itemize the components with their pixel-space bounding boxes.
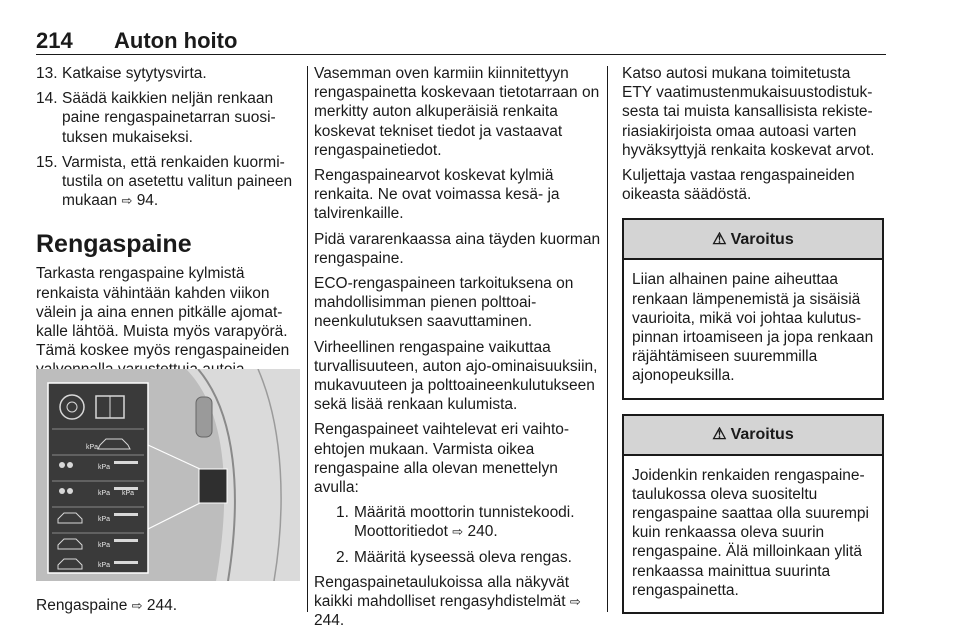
list-item: 13. Katkaise sytytysvirta. (36, 65, 207, 82)
kpa-label: kPa (86, 444, 99, 451)
page-reference[interactable]: 240. (467, 523, 498, 541)
paragraph: ECO-rengaspaineen tarkoituksena on mahdollisimman pienen polttoaineenkulutuksen saavuttaminen. (314, 275, 574, 331)
arrow-reference-icon: ⇨ (452, 524, 464, 540)
section-title: Auton hoito (114, 28, 238, 53)
page-header (36, 24, 886, 54)
page-reference[interactable]: 94. (136, 192, 159, 210)
paragraph: Vasemman oven karmiin kiinnitettyyn rengaspainetta koskevaan tietotarraan on merkitty auton alkuperäisiä renkaita koskevat tekniset tiedot ja vastaavat rengaspainetiedot. (314, 65, 600, 159)
page-reference[interactable]: 244. (146, 597, 178, 614)
column-divider-1 (307, 66, 308, 612)
paragraph: Tarkasta rengaspaine kylmistä renkaista vähintään kahden viikon välein ja aina ennen pitkälle ajomatkalle lähtöä. Muista myös varapyörä. Tämä koskee myös rengaspaineiden (36, 265, 290, 360)
paragraph: Rengaspainetaulukoissa alla näkyvät kaikki mahdolliset rengasyhdistelmät ⇨ 244. (314, 573, 581, 630)
tire-pressure-label-figure (36, 369, 300, 581)
warning-header: ⚠ Varoitus (624, 416, 882, 456)
kpa-label: kPa (122, 490, 135, 497)
warning-header: ⚠ Varoitus (624, 220, 882, 260)
section-heading: Rengaspaine (36, 230, 192, 259)
warning-triangle-icon: ⚠ (712, 426, 727, 444)
column-3 (622, 64, 884, 614)
arrow-reference-icon: ⇨ (131, 598, 143, 613)
paragraph: Rengaspaineet vaihtelevat eri vaihtoehtojen mukaan. Varmista oikea rengaspaine alla olevan menettelyn avulla: (314, 421, 570, 497)
kpa-label: kPa (98, 542, 111, 549)
warning-box (622, 414, 884, 614)
list-item: 15. Varmista, että renkaiden kuormitustila on asetettu valitun paineen mukaan ⇨ 94. (36, 153, 293, 210)
paragraph: Virheellinen rengaspaine vaikuttaa turvallisuuteen, auton ajo-ominaisuuksiin, mukavuuteen ja polttoaineenkulutukseen sekä lisää renkaan kulumista. (314, 338, 598, 414)
column-divider-2 (607, 66, 608, 612)
column-1 (36, 64, 302, 386)
list-item: 1. Määritä moottorin tunnistekoodi. Moottoritiedot ⇨ 240. (336, 504, 575, 541)
warning-triangle-icon: ⚠ (712, 230, 727, 248)
list-item: 14. Säädä kaikkien neljän renkaan paine rengaspainetarran suosituksen mukaiseksi. (36, 90, 276, 146)
kpa-label: kPa (98, 516, 111, 523)
figure-caption: Rengaspaine ⇨ 244. (36, 597, 178, 614)
paragraph: Kuljettaja vastaa rengaspaineiden oikeasta säädöstä. (622, 167, 855, 204)
kpa-label: kPa (98, 490, 111, 497)
header-divider (36, 54, 886, 55)
page-reference[interactable]: 244. (314, 612, 345, 630)
paragraph: Rengaspainearvot koskevat kylmiä renkaita. Ne ovat voimassa kesä- ja talvirenkaille. (314, 167, 560, 223)
kpa-label: kPa (98, 464, 111, 471)
warning-text: Liian alhainen paine aiheuttaa renkaan lämpenemistä ja sisäisiä vaurioita, mikä voi johtaa kulutuspinnan irtoamiseen ja jopa renkaan räjähtämiseen suuremmilla ajonopeuksilla. (632, 271, 874, 385)
column-2 (314, 64, 602, 636)
paragraph: Pidä vararenkaassa aina täyden kuorman rengaspaine. (314, 230, 601, 267)
paragraph: Katso autosi mukana toimitetusta ETY vaatimustenmukaisuustodistuksesta tai muista kansallisista rekisteriasiakirjoista omaa autoasi varten hyväksyttyjä renkaita koskevat arvot. (622, 65, 875, 159)
page-number: 214 (36, 28, 73, 53)
arrow-reference-icon: ⇨ (121, 193, 133, 209)
warning-text: Joidenkin renkaiden rengaspainetaulukossa oleva suositeltu rengaspaine saattaa olla suurempi kuin renkaassa oleva suurin rengaspaine. Älä milloinkaan ylitä renkaassa mainittua suurinta rengaspainetta. (632, 466, 869, 599)
kpa-label: kPa (98, 562, 111, 569)
warning-box (622, 218, 884, 399)
list-item: 2. Määritä kyseessä oleva rengas. (336, 548, 572, 566)
arrow-reference-icon: ⇨ (569, 594, 581, 610)
